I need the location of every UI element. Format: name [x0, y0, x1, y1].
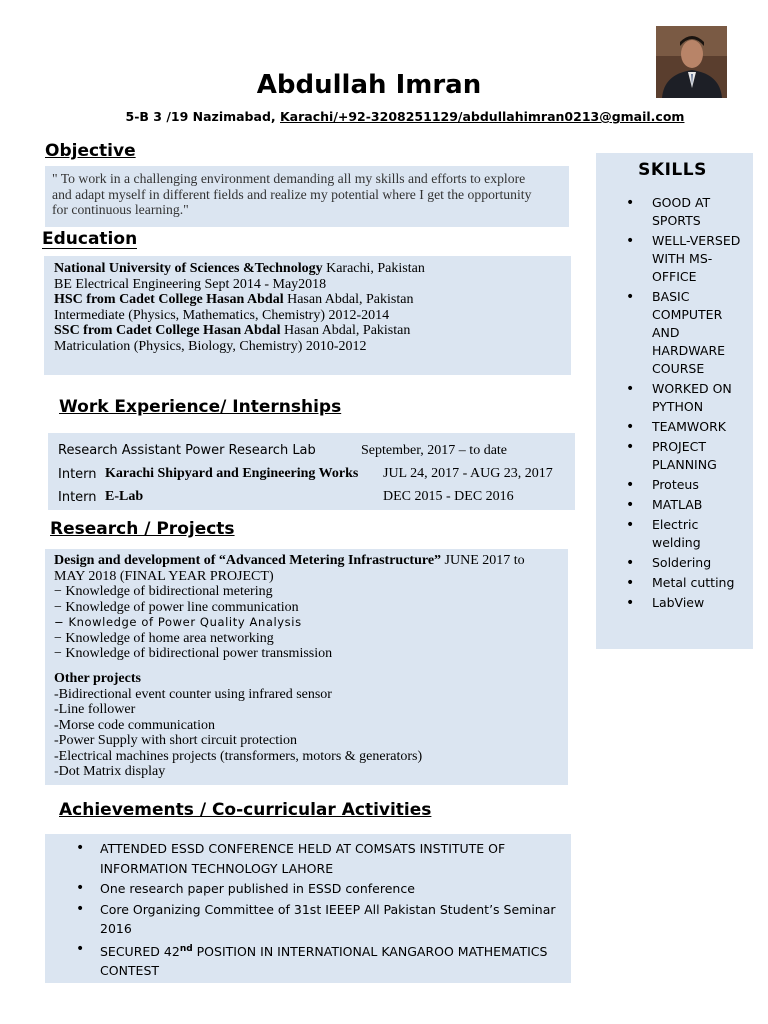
- objective-line: and adapt myself in different fields and realize my potential where I get the opportunity: [52, 186, 532, 202]
- other-project-item: -Line follower: [54, 702, 136, 717]
- education-entry: [54, 323, 425, 339]
- achievement-text: SECURED 42: [100, 943, 180, 959]
- institution: HSC from Cadet College Hasan Abdal: [54, 292, 284, 307]
- work-heading: Work Experience/ Internships: [59, 397, 342, 417]
- skill-item: • WELL-VERSED WITH MS-OFFICE: [626, 232, 748, 286]
- achievement-item: • ATTENDED ESSD CONFERENCE HELD AT COMSATS INSTITUTE OF INFORMATION TECHNOLOGY LAHORE: [74, 839, 564, 878]
- work-role: Research Assistant Power Research Lab: [58, 443, 316, 458]
- candidate-name: Abdullah Imran: [256, 70, 482, 100]
- skills-heading: SKILLS: [638, 160, 707, 180]
- work-date: DEC 2015 - DEC 2016: [383, 489, 514, 504]
- achievements-heading: Achievements / Co-curricular Activities: [59, 800, 432, 820]
- skill-item: • Proteus: [626, 476, 748, 494]
- other-project-item: -Bidirectional event counter using infrared sensor: [54, 686, 332, 702]
- fyp-block: [54, 553, 525, 662]
- objective-heading: Objective: [45, 141, 136, 161]
- fyp-point: − Knowledge of power line communication: [54, 599, 299, 615]
- work-org: E-Lab: [105, 489, 144, 504]
- location: Karachi, Pakistan: [322, 261, 425, 276]
- education-entry: [54, 292, 425, 308]
- other-projects-heading: Other projects: [54, 671, 141, 686]
- fyp-date: JUNE 2017 to: [441, 553, 525, 568]
- fyp-point: − Knowledge of bidirectional metering: [54, 584, 273, 599]
- achievement-item: • Core Organizing Committee of 31st IEEEP All Pakistan Student’s Seminar 2016: [74, 900, 564, 939]
- skill-item: • Metal cutting: [626, 574, 748, 592]
- other-projects: [54, 671, 422, 780]
- work-role: Intern: [58, 467, 97, 482]
- fyp-point: − Knowledge of bidirectional power transmission: [54, 646, 333, 661]
- objective-line: for continuous learning.": [52, 202, 189, 217]
- research-heading: Research / Projects: [50, 519, 235, 539]
- achievement-text: POSITION IN INTERNATIONAL KANGAROO MATHEMATICS CONTEST: [100, 943, 548, 979]
- skill-item: • PROJECT PLANNING: [626, 438, 748, 474]
- institution: SSC from Cadet College Hasan Abdal: [54, 323, 281, 338]
- location: Hasan Abdal, Pakistan: [283, 292, 414, 307]
- skill-item: • LabView: [626, 594, 748, 612]
- other-project-item: -Power Supply with short circuit protection: [54, 733, 298, 748]
- work-org: Karachi Shipyard and Engineering Works: [105, 466, 359, 481]
- contact-line: [0, 109, 768, 124]
- skill-item: • WORKED ON PYTHON: [626, 380, 748, 416]
- other-project-item: -Morse code communication: [54, 717, 215, 733]
- skills-list: [626, 194, 748, 614]
- ordinal-suffix: nd: [179, 943, 193, 954]
- institution: National University of Sciences &Technology: [54, 261, 323, 276]
- skill-item: • Electric welding: [626, 516, 748, 552]
- fyp-point: − Knowledge of home area networking: [54, 630, 274, 646]
- objective-text: [52, 171, 531, 218]
- achievements-list: [74, 839, 564, 982]
- skill-item: • GOOD AT SPORTS: [626, 194, 748, 230]
- fyp-title-line: [54, 553, 525, 569]
- fyp-point: − Knowledge of Power Quality Analysis: [54, 615, 302, 629]
- skill-item: • MATLAB: [626, 496, 748, 514]
- contact-link[interactable]: Karachi/+92-3208251129/abdullahimran0213@gmail.com: [280, 109, 685, 124]
- fyp-date: MAY 2018 (FINAL YEAR PROJECT): [54, 568, 274, 584]
- location: Hasan Abdal, Pakistan: [280, 323, 411, 338]
- other-project-item: -Dot Matrix display: [54, 764, 166, 779]
- other-project-item: -Electrical machines projects (transformers, motors & generators): [54, 748, 423, 764]
- skill-item: • TEAMWORK: [626, 418, 748, 436]
- education-list: [54, 261, 425, 354]
- work-date: JUL 24, 2017 - AUG 23, 2017: [383, 466, 553, 481]
- skill-item: • Soldering: [626, 554, 748, 572]
- skill-item: • BASIC COMPUTER AND HARDWARE COURSE: [626, 288, 748, 378]
- objective-line: " To work in a challenging environment demanding all my skills and efforts to explore: [52, 171, 526, 186]
- work-role: Intern: [58, 490, 97, 505]
- achievement-item: [74, 940, 564, 981]
- education-heading: Education: [42, 229, 138, 249]
- education-detail: Matriculation (Physics, Biology, Chemistry) 2010-2012: [54, 338, 367, 354]
- achievement-item: • One research paper published in ESSD conference: [74, 879, 564, 899]
- education-detail: BE Electrical Engineering Sept 2014 - May2018: [54, 276, 327, 292]
- fyp-title: Design and development of “Advanced Metering Infrastructure”: [54, 553, 442, 568]
- work-date: September, 2017 – to date: [361, 443, 508, 458]
- education-detail: Intermediate (Physics, Mathematics, Chemistry) 2012-2014: [54, 307, 390, 323]
- education-entry: [54, 261, 425, 277]
- address: 5-B 3 /19 Nazimabad,: [125, 109, 276, 124]
